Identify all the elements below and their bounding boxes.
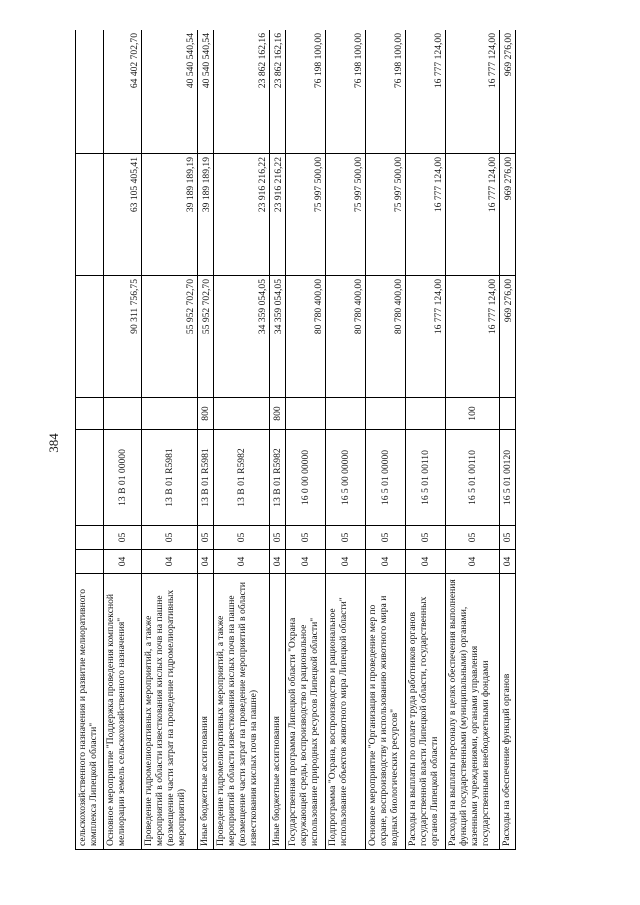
cell-c1: 04 [366,550,406,574]
cell-v3: 969 276,00 [500,30,516,154]
cell-c2: 05 [326,526,366,550]
cell-vr [366,398,406,430]
cell-c1 [76,550,104,574]
cell-name: Проведение гидромелиоративных мероприятий, а также мероприятий в области известкования кислых почв на пашне (возмещение части затрат на проведение гидромелиоративных мероприятий) [142,574,198,850]
cell-v2: 75 997 500,00 [326,154,366,276]
cell-v2: 969 276,00 [500,154,516,276]
cell-code: 16 5 01 00000 [366,430,406,526]
cell-name: Расходы на обеспечение функций органов [500,574,516,850]
cell-vr [326,398,366,430]
table-body [76,30,516,850]
cell-vr [406,398,446,430]
cell-c2: 05 [214,526,270,550]
cell-v1: 16 777 124,00 [406,276,446,398]
cell-name: Подпрограмма "Охрана, воспроизводство и рациональное использование объектов животного мира Липецкой области" [326,574,366,850]
cell-v3: 64 402 702,70 [104,30,142,154]
cell-c2 [76,526,104,550]
cell-c1: 04 [142,550,198,574]
cell-c2: 05 [500,526,516,550]
cell-c1: 04 [500,550,516,574]
cell-name: Основное мероприятие "Организация и проведение мер по охране, воспроизводству и использованию животного мира и водных биологических ресурсов" [366,574,406,850]
cell-name: Основное мероприятие "Поддержка проведения комплексной мелиорации земель сельскохозяйственного назначения" [104,574,142,850]
cell-v1 [76,276,104,398]
page-number: 384 [45,433,61,453]
cell-code: 13 В 01 R5982 [270,430,286,526]
cell-c2: 05 [286,526,326,550]
table-row [198,30,214,850]
cell-v2: 75 997 500,00 [366,154,406,276]
table-row [286,30,326,850]
cell-v3: 40 540 540,54 [142,30,198,154]
cell-v2: 23 916 216,22 [270,154,286,276]
table-wrapper [75,30,565,850]
cell-v1: 80 780 400,00 [286,276,326,398]
cell-vr [142,398,198,430]
cell-vr: 100 [446,398,500,430]
cell-vr: 800 [270,398,286,430]
cell-c2: 05 [198,526,214,550]
cell-v2: 75 997 500,00 [286,154,326,276]
cell-v1: 16 777 124,00 [446,276,500,398]
cell-c2: 05 [446,526,500,550]
cell-c1: 04 [198,550,214,574]
cell-code: 13 В 01 00000 [104,430,142,526]
cell-v2 [76,154,104,276]
cell-name: Расходы на выплаты персоналу в целях обеспечения выполнения функций государственными (муниципальными) органами, казенными учреждениями, органами управления государственными внебюджетными фондами [446,574,500,850]
table-row [406,30,446,850]
cell-v1: 55 952 702,70 [142,276,198,398]
table-row [270,30,286,850]
cell-code: 13 В 01 R5981 [142,430,198,526]
cell-v1: 90 311 756,75 [104,276,142,398]
table-row [446,30,500,850]
cell-v3 [76,30,104,154]
cell-v3: 76 198 100,00 [326,30,366,154]
table-row [104,30,142,850]
table-row [76,30,104,850]
cell-v1: 969 276,00 [500,276,516,398]
cell-code: 16 5 01 00120 [500,430,516,526]
cell-name: Иные бюджетные ассигнования [270,574,286,850]
cell-code: 13 В 01 R5982 [214,430,270,526]
cell-c2: 05 [104,526,142,550]
cell-v1: 34 359 054,05 [214,276,270,398]
cell-vr [500,398,516,430]
cell-v3: 16 777 124,00 [406,30,446,154]
cell-code: 13 В 01 R5981 [198,430,214,526]
table-row [214,30,270,850]
table-row [326,30,366,850]
table-row [500,30,516,850]
cell-v3: 23 862 162,16 [270,30,286,154]
cell-code: 16 0 00 00000 [286,430,326,526]
cell-v2: 39 189 189,19 [198,154,214,276]
cell-v1: 80 780 400,00 [366,276,406,398]
cell-v2: 39 189 189,19 [142,154,198,276]
cell-code: 16 5 00 00000 [326,430,366,526]
budget-table [75,30,516,850]
cell-c2: 05 [366,526,406,550]
cell-vr [286,398,326,430]
cell-v1: 55 952 702,70 [198,276,214,398]
cell-v2: 23 916 216,22 [214,154,270,276]
cell-c1: 04 [286,550,326,574]
cell-v3: 76 198 100,00 [366,30,406,154]
table-row [142,30,198,850]
cell-c1: 04 [406,550,446,574]
cell-v3: 40 540 540,54 [198,30,214,154]
cell-v1: 80 780 400,00 [326,276,366,398]
cell-name: Расходы на выплаты по оплате труда работников органов государственной власти Липецкой области, государственных органов Липецкой области [406,574,446,850]
cell-v3: 76 198 100,00 [286,30,326,154]
cell-c1: 04 [104,550,142,574]
cell-v2: 16 777 124,00 [446,154,500,276]
cell-name: сельскохозяйственного назначения и развитие мелиоративного комплекса Липецкой области" [76,574,104,850]
cell-code: 16 5 01 00110 [446,430,500,526]
cell-v1: 34 359 054,05 [270,276,286,398]
cell-code [76,430,104,526]
cell-code: 16 5 01 00110 [406,430,446,526]
cell-name: Проведение гидромелиоративных мероприятий, а также мероприятий в области известкования кислых почв на пашне (возмещение части затрат на проведение мероприятий в области известкования кислых почв на пашне) [214,574,270,850]
cell-c1: 04 [446,550,500,574]
cell-vr [214,398,270,430]
table-row [366,30,406,850]
cell-c1: 04 [214,550,270,574]
cell-c1: 04 [270,550,286,574]
cell-vr [76,398,104,430]
cell-c2: 05 [142,526,198,550]
cell-vr: 800 [198,398,214,430]
cell-v2: 16 777 124,00 [406,154,446,276]
cell-v3: 16 777 124,00 [446,30,500,154]
cell-c1: 04 [326,550,366,574]
rotated-table-area [75,30,565,850]
cell-v2: 63 105 405,41 [104,154,142,276]
cell-v3: 23 862 162,16 [214,30,270,154]
cell-c2: 05 [270,526,286,550]
cell-c2: 05 [406,526,446,550]
cell-name: Иные бюджетные ассигнования [198,574,214,850]
cell-name: Государственная программа Липецкой области "Охрана окружающей среды, воспроизводство и рациональное использование природных ресурсов Липецкой области" [286,574,326,850]
cell-vr [104,398,142,430]
